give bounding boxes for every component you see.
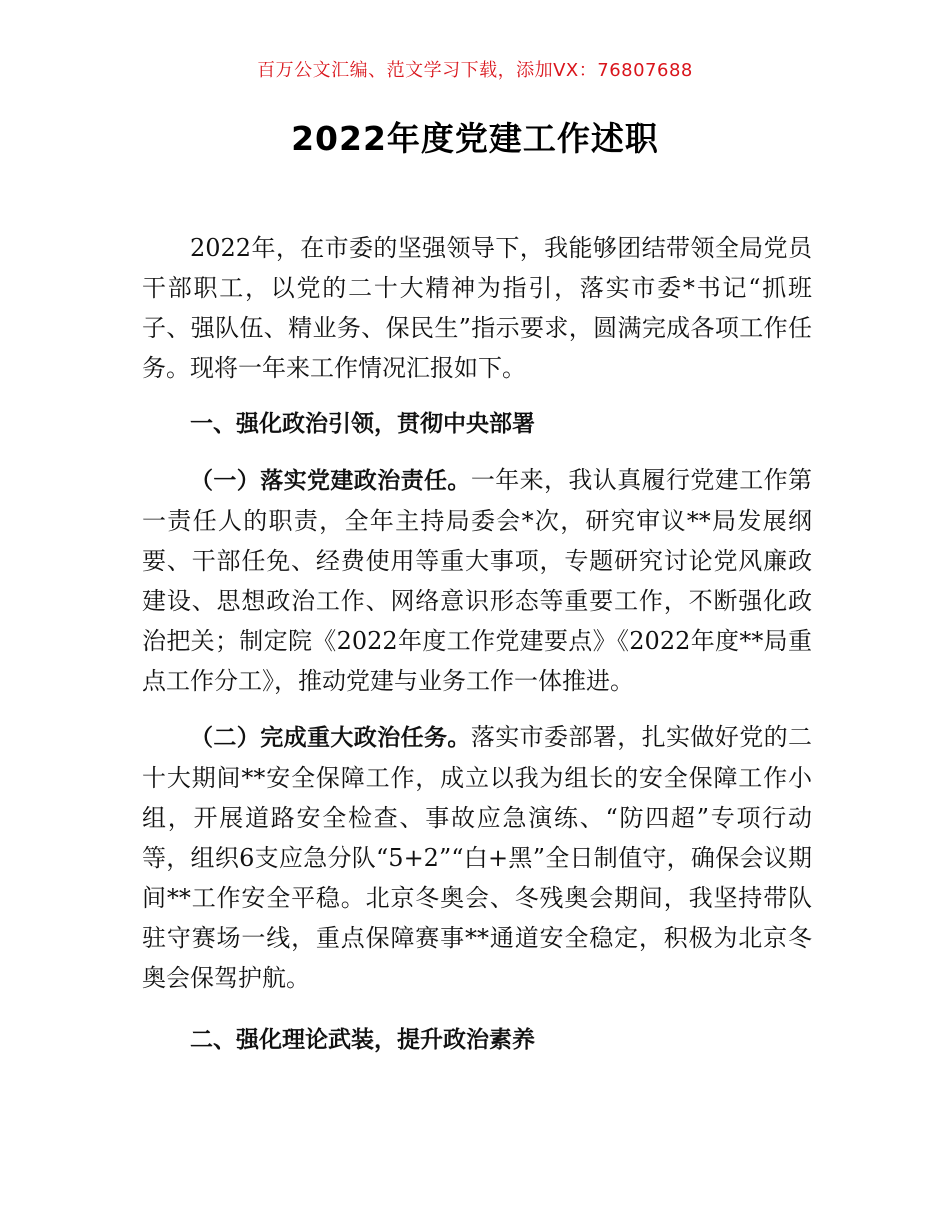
intro-paragraph: 2022年，在市委的坚强领导下，我能够团结带领全局党员干部职工，以党的二十大精神为指引，落实市委*书记“抓班子、强队伍、精业务、保民生”指示要求，圆满完成各项工作任务。现将一年来工作情况汇报如下。 xyxy=(142,234,812,382)
paragraph-lead: （二）完成重大政治任务。 xyxy=(190,725,471,751)
paragraph-text: 一年来，我认真履行党建工作第一责任人的职责，全年主持局委会*次，研究审议**局发展纲要、干部任免、经费使用等重大事项，专题研究讨论党风廉政建设、思想政治工作、网络意识形态等重要工作，不断强化政治把关；制定院《2022年度工作党建要点》《2022年度**局重点工作分工》，推动党建与业务工作一体推进。 xyxy=(142,466,813,695)
section-2-heading: 二、强化理论武装，提升政治素养 xyxy=(190,1027,535,1053)
section-1-paragraph-1 xyxy=(142,460,812,701)
section-1-heading: 一、强化政治引领，贯彻中央部署 xyxy=(190,411,535,437)
paragraph-lead: （一）落实党建政治责任。 xyxy=(190,468,471,494)
document-body xyxy=(142,228,812,1076)
section-1-paragraph-2 xyxy=(142,717,812,998)
page-title: 2022年度党建工作述职 xyxy=(291,119,659,158)
paragraph-text: 落实市委部署，扎实做好党的二十大期间**安全保障工作，成立以我为组长的安全保障工作小组，开展道路安全检查、事故应急演练、“防四超”专项行动等，组织6支应急分队“5+2”“白+黑”全日制值守，确保会议期间**工作安全平稳。北京冬奥会、冬残奥会期间，我坚持带队驻守赛场一线，重点保障赛事**通道安全稳定，积极为北京冬奥会保驾护航。 xyxy=(142,723,813,992)
watermark-banner: 百万公文汇编、范文学习下载，添加VX：76807688 xyxy=(257,60,693,81)
